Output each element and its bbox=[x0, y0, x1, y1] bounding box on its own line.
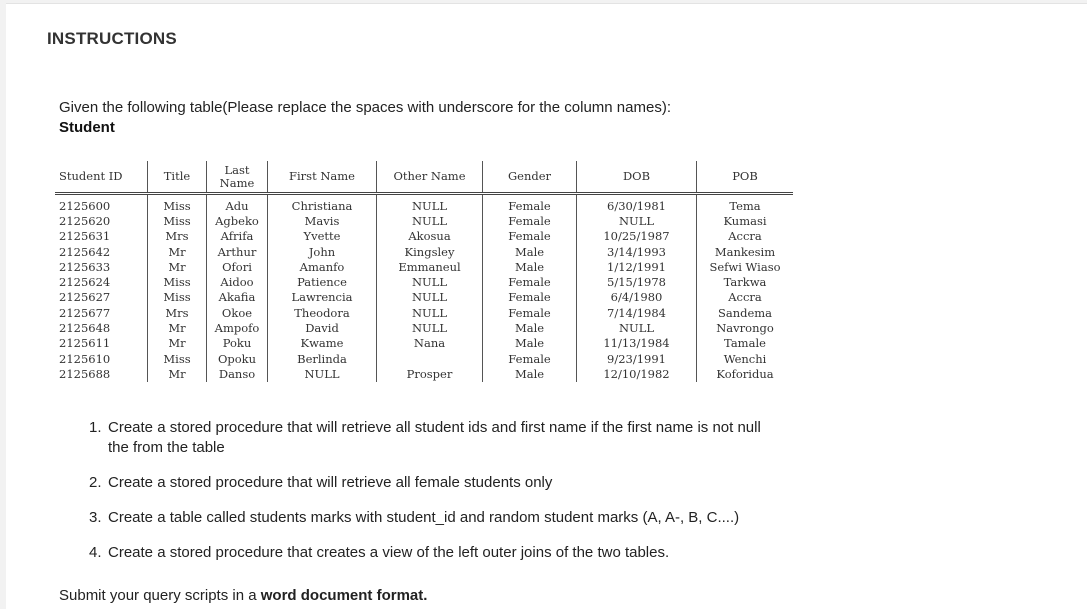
table-cell: Navrongo bbox=[716, 321, 774, 336]
task-item bbox=[89, 508, 739, 528]
table-cell: Koforidua bbox=[716, 366, 774, 381]
table-cell: 6/4/1980 bbox=[577, 290, 697, 305]
table-cell: Male bbox=[483, 320, 577, 335]
table-header-row bbox=[55, 161, 793, 194]
table-title: Student bbox=[59, 119, 115, 136]
table-cell: Tema bbox=[729, 198, 761, 213]
column-header: First Name bbox=[268, 161, 377, 194]
table-row bbox=[55, 213, 793, 228]
table-cell: 2125633 bbox=[55, 259, 148, 274]
table-body bbox=[55, 194, 793, 382]
task-number: 4. bbox=[89, 544, 102, 561]
table-row bbox=[55, 351, 793, 366]
table-cell: Male bbox=[483, 259, 577, 274]
table-cell: 2125648 bbox=[55, 320, 148, 335]
task-text-continuation: the from the table bbox=[108, 439, 225, 456]
table-cell: 3/14/1993 bbox=[577, 244, 697, 259]
table-cell: Agbeko bbox=[215, 213, 259, 228]
table-cell: Okoe bbox=[221, 305, 253, 320]
table-cell: 11/13/1984 bbox=[577, 336, 697, 351]
table-cell: David bbox=[268, 320, 377, 335]
table-cell: Afrifa bbox=[220, 229, 254, 244]
table-row bbox=[55, 259, 793, 274]
table-cell: Mrs bbox=[148, 229, 207, 244]
table-cell: Female bbox=[483, 351, 577, 366]
table-cell: Mr bbox=[148, 366, 207, 381]
table-cell: Emmaneul bbox=[377, 259, 483, 274]
task-text: Create a stored procedure that will retrieve all female students only bbox=[108, 474, 553, 491]
table-cell: Amanfo bbox=[268, 259, 377, 274]
table-cell: 10/25/1987 bbox=[577, 229, 697, 244]
column-header: Other Name bbox=[377, 161, 483, 194]
submit-format: word document format. bbox=[260, 587, 428, 604]
table-cell: Mavis bbox=[268, 213, 377, 228]
table-cell: 5/15/1978 bbox=[577, 274, 697, 289]
table-cell: Kwame bbox=[268, 336, 377, 351]
table-cell: Mr bbox=[148, 244, 207, 259]
table-cell: 2125624 bbox=[55, 274, 148, 289]
table-cell: NULL bbox=[377, 305, 483, 320]
task-item bbox=[89, 543, 669, 563]
table-cell: NULL bbox=[268, 366, 377, 381]
table-cell: 12/10/1982 bbox=[577, 366, 697, 381]
table-cell: 2125677 bbox=[55, 305, 148, 320]
table-cell: NULL bbox=[377, 194, 483, 214]
table-cell: John bbox=[268, 244, 377, 259]
table-cell: Nana bbox=[377, 336, 483, 351]
table-row bbox=[55, 290, 793, 305]
table-cell: Adu bbox=[225, 198, 249, 213]
column-header: DOB bbox=[577, 161, 697, 194]
table-cell: Male bbox=[483, 366, 577, 381]
table-cell: Arthur bbox=[217, 244, 257, 259]
table-cell: 6/30/1981 bbox=[577, 194, 697, 214]
table-cell: NULL bbox=[577, 320, 697, 335]
table-cell: 7/14/1984 bbox=[577, 305, 697, 320]
table-cell: Female bbox=[483, 229, 577, 244]
table-cell: NULL bbox=[377, 320, 483, 335]
table-cell: Female bbox=[483, 213, 577, 228]
table-cell: Sandema bbox=[717, 305, 773, 320]
table-cell: 2125631 bbox=[55, 229, 148, 244]
table-cell: NULL bbox=[377, 213, 483, 228]
table-cell: Akosua bbox=[377, 229, 483, 244]
table-cell: Christiana bbox=[268, 194, 377, 214]
table-cell: Theodora bbox=[268, 305, 377, 320]
table-cell: Patience bbox=[268, 274, 377, 289]
table-cell: Mankesim bbox=[714, 244, 776, 259]
table-cell: Mr bbox=[148, 336, 207, 351]
table-cell: Prosper bbox=[377, 366, 483, 381]
student-table bbox=[55, 161, 793, 382]
table-cell bbox=[377, 351, 483, 366]
table-cell: Kingsley bbox=[377, 244, 483, 259]
submit-instruction bbox=[59, 587, 427, 604]
table-cell: 2125600 bbox=[55, 194, 148, 214]
table-cell: Poku bbox=[222, 336, 252, 351]
table-cell: Tarkwa bbox=[723, 275, 767, 290]
table-cell: Female bbox=[483, 194, 577, 214]
table-cell: Female bbox=[483, 274, 577, 289]
table-cell: Sefwi Wiaso bbox=[709, 259, 781, 274]
table-cell: Danso bbox=[218, 366, 256, 381]
submit-prefix: Submit your query scripts in a bbox=[59, 587, 261, 604]
column-header: Title bbox=[148, 161, 207, 194]
table-row bbox=[55, 305, 793, 320]
table-row bbox=[55, 366, 793, 381]
column-header: Last Name bbox=[207, 161, 268, 194]
task-text: Create a stored procedure that will retrieve all student ids and first name if the first name is not null bbox=[108, 419, 761, 436]
table-cell: NULL bbox=[377, 290, 483, 305]
table-cell: Miss bbox=[148, 290, 207, 305]
table-cell: Miss bbox=[148, 274, 207, 289]
table-cell: Kumasi bbox=[723, 213, 767, 228]
table-cell: Mr bbox=[148, 320, 207, 335]
table-cell: 2125642 bbox=[55, 244, 148, 259]
table-cell: 2125627 bbox=[55, 290, 148, 305]
table-cell: Miss bbox=[148, 194, 207, 214]
instructions-heading: INSTRUCTIONS bbox=[47, 29, 177, 48]
column-header: POB bbox=[697, 161, 794, 194]
table-cell: 2125610 bbox=[55, 351, 148, 366]
task-text: Create a table called students marks with student_id and random student marks (A, A-, B, C....) bbox=[108, 509, 740, 526]
task-item bbox=[89, 418, 761, 458]
task-text: Create a stored procedure that creates a view of the left outer joins of the two tables. bbox=[108, 544, 670, 561]
intro-text: Given the following table(Please replace the spaces with underscore for the column names): bbox=[59, 99, 671, 116]
table-row bbox=[55, 229, 793, 244]
table-cell: Aidoo bbox=[220, 275, 254, 290]
table-cell: Accra bbox=[728, 229, 762, 244]
table-cell: 1/12/1991 bbox=[577, 259, 697, 274]
table-row bbox=[55, 320, 793, 335]
table-cell: 2125611 bbox=[55, 336, 148, 351]
table-cell: 2125688 bbox=[55, 366, 148, 381]
table-cell: NULL bbox=[577, 213, 697, 228]
table-cell: Mr bbox=[148, 259, 207, 274]
table-cell: 9/23/1991 bbox=[577, 351, 697, 366]
table-row bbox=[55, 244, 793, 259]
column-header: Gender bbox=[483, 161, 577, 194]
table-cell: Lawrencia bbox=[268, 290, 377, 305]
table-cell: Ampofo bbox=[214, 321, 260, 336]
task-number: 3. bbox=[89, 509, 102, 526]
table-cell: NULL bbox=[377, 274, 483, 289]
table-row bbox=[55, 194, 793, 214]
table-cell: Female bbox=[483, 290, 577, 305]
table-cell: Miss bbox=[148, 213, 207, 228]
table-cell: Female bbox=[483, 305, 577, 320]
table-cell: Accra bbox=[728, 290, 762, 305]
column-header: Student ID bbox=[55, 161, 148, 194]
table-cell: Wenchi bbox=[723, 351, 767, 366]
task-number: 2. bbox=[89, 474, 102, 491]
table-row bbox=[55, 274, 793, 289]
table-cell: Opoku bbox=[217, 351, 257, 366]
table-cell: Ofori bbox=[222, 259, 252, 274]
table-cell: 2125620 bbox=[55, 213, 148, 228]
table-cell: Akafia bbox=[218, 290, 256, 305]
task-number: 1. bbox=[89, 419, 102, 436]
table-cell: Male bbox=[483, 244, 577, 259]
table-cell: Tamale bbox=[724, 336, 766, 351]
table-cell: Male bbox=[483, 336, 577, 351]
task-item bbox=[89, 473, 552, 493]
table-cell: Miss bbox=[148, 351, 207, 366]
table-cell: Yvette bbox=[268, 229, 377, 244]
table-cell: Berlinda bbox=[268, 351, 377, 366]
table-cell: Mrs bbox=[148, 305, 207, 320]
table-row bbox=[55, 336, 793, 351]
